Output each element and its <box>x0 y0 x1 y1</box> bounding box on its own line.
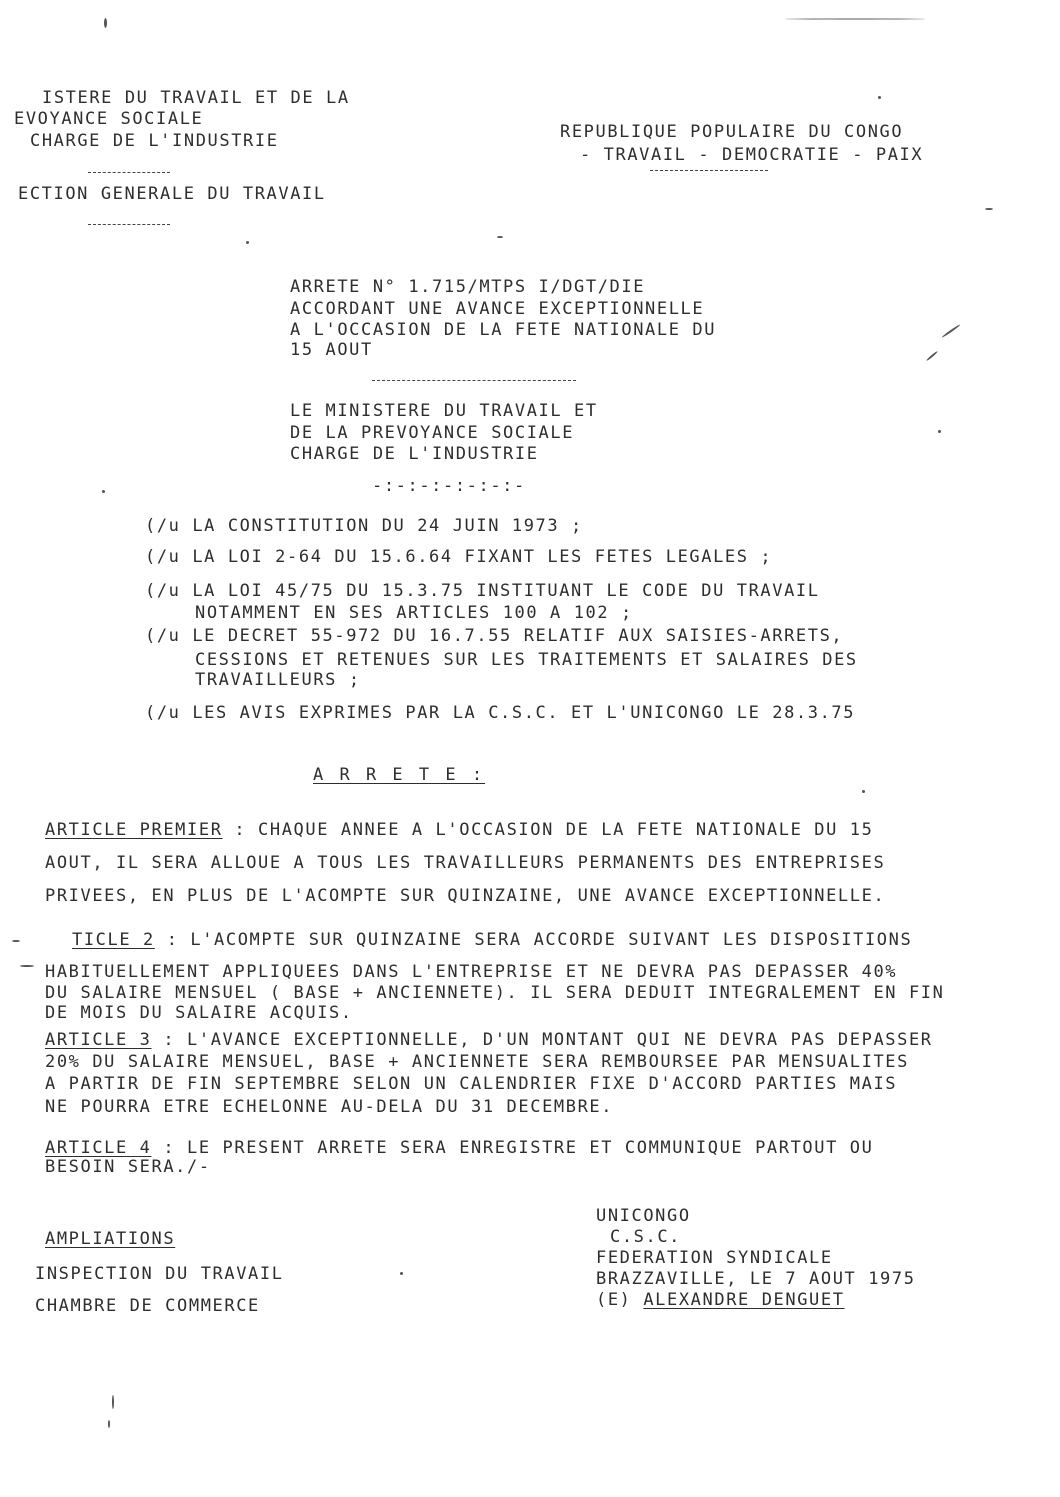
arrete-title-line-2: ACCORDANT UNE AVANCE EXCEPTIONNELLE <box>290 299 705 319</box>
article-1-line-1 <box>45 820 873 841</box>
consideration-4: (/u LE DECRET 55-972 DU 16.7.55 RELATIF AUX SAISIES-ARRETS, <box>145 626 844 646</box>
ampliation-item-1: INSPECTION DU TRAVAIL <box>35 1264 284 1284</box>
scan-speck <box>102 490 105 493</box>
scan-speck <box>12 940 20 942</box>
issuer-line-3: CHARGE DE L'INDUSTRIE <box>290 444 539 464</box>
republic-line-1: REPUBLIQUE POPULAIRE DU CONGO <box>560 122 904 142</box>
consideration-3-cont: NOTAMMENT EN SES ARTICLES 100 A 102 ; <box>195 603 633 623</box>
consideration-1: (/u LA CONSTITUTION DU 24 JUIN 1973 ; <box>145 516 583 536</box>
scan-speck <box>938 430 941 433</box>
article-1-label: ARTICLE PREMIER <box>45 820 223 840</box>
arrete-title-line-4: 15 AOUT <box>290 340 373 360</box>
article-4-line-1 <box>45 1138 873 1159</box>
article-3-line-2: 20% DU SALAIRE MENSUEL, BASE + ANCIENNETE SERA REMBOURSEE PAR MENSUALITES <box>45 1052 909 1072</box>
consideration-4-cont-2: TRAVAILLEURS ; <box>195 670 361 690</box>
article-1-text-1: : CHAQUE ANNEE A L'OCCASION DE LA FETE NATIONALE DU 15 <box>222 820 874 840</box>
issuer-separator: -:-:-:-:-:-:- <box>372 476 526 496</box>
consideration-4-cont: CESSIONS ET RETENUES SUR LES TRAITEMENTS ET SALAIRES DES <box>195 650 858 670</box>
article-2-line-1 <box>72 930 912 951</box>
article-2-line-2: HABITUELLEMENT APPLIQUEES DANS L'ENTREPRISE ET NE DEVRA PAS DEPASSER 40% <box>45 962 898 982</box>
article-3-line-4: NE POURRA ETRE ECHELONNE AU-DELA DU 31 DECEMBRE. <box>45 1097 614 1117</box>
ministry-line-2: EVOYANCE SOCIALE <box>14 109 204 129</box>
scan-speck <box>108 1420 110 1428</box>
article-3-label: ARTICLE 3 <box>45 1030 152 1050</box>
ministry-line-3: CHARGE DE L'INDUSTRIE <box>30 131 279 151</box>
scan-speck <box>985 208 993 210</box>
article-1-line-3: PRIVEES, EN PLUS DE L'ACOMPTE SUR QUINZAINE, UNE AVANCE EXCEPTIONNELLE. <box>45 886 886 906</box>
article-3-line-3: A PARTIR DE FIN SEPTEMBRE SELON UN CALENDRIER FIXE D'ACCORD PARTIES MAIS <box>45 1074 898 1094</box>
ampliations-heading: AMPLIATIONS <box>45 1229 176 1249</box>
article-2-line-3: DU SALAIRE MENSUEL ( BASE + ANCIENNETE). IL SERA DEDUIT INTEGRALEMENT EN FIN <box>45 983 945 1003</box>
issuer-line-1: LE MINISTERE DU TRAVAIL ET <box>290 401 598 421</box>
signature-place-date: BRAZZAVILLE, LE 7 AOUT 1975 <box>596 1269 916 1289</box>
scan-speck <box>400 1272 403 1275</box>
header-left-rule <box>88 172 170 173</box>
article-2-label: TICLE 2 <box>72 930 155 950</box>
signature-line <box>596 1290 845 1311</box>
direction-line: ECTION GENERALE DU TRAVAIL <box>18 184 326 204</box>
scan-speck <box>497 236 503 238</box>
ministry-line-1: ISTERE DU TRAVAIL ET DE LA <box>42 88 350 108</box>
header-right-rule <box>650 170 768 171</box>
article-4-line-2: BESOIN SERA./- <box>45 1157 211 1177</box>
arrete-heading: A R R E T E : <box>313 765 486 785</box>
signatory-name: ALEXANDRE DENGUET <box>643 1290 845 1310</box>
article-4-text-1: : LE PRESENT ARRETE SERA ENREGISTRE ET COMMUNIQUE PARTOUT OU <box>151 1138 874 1158</box>
article-1-line-2: AOUT, IL SERA ALLOUE A TOUS LES TRAVAILLEURS PERMANENTS DES ENTREPRISES <box>45 853 886 873</box>
consideration-3: (/u LA LOI 45/75 DU 15.3.75 INSTITUANT LE CODE DU TRAVAIL <box>145 581 820 601</box>
scan-speck <box>246 241 249 244</box>
arrete-title-line-3: A L'OCCASION DE LA FETE NATIONALE DU <box>290 320 717 340</box>
scan-speck <box>862 790 865 793</box>
ampliation-item-2: CHAMBRE DE COMMERCE <box>35 1296 260 1316</box>
republic-motto: - TRAVAIL - DEMOCRATIE - PAIX <box>580 145 924 165</box>
scan-speck <box>20 965 34 967</box>
scan-speck <box>785 18 925 20</box>
header-left-rule-2 <box>88 224 170 225</box>
consideration-2: (/u LA LOI 2-64 DU 15.6.64 FIXANT LES FETES LEGALES ; <box>145 547 773 567</box>
article-2-text-1: : L'ACOMPTE SUR QUINZAINE SERA ACCORDE SUIVANT LES DISPOSITIONS <box>154 930 913 950</box>
signatory-federation: FEDERATION SYNDICALE <box>596 1248 833 1268</box>
title-rule <box>372 380 576 381</box>
issuer-line-2: DE LA PREVOYANCE SOCIALE <box>290 423 575 443</box>
article-3-line-1 <box>45 1030 933 1051</box>
article-2-line-4: DE MOIS DU SALAIRE ACQUIS. <box>45 1003 353 1023</box>
scan-speck <box>112 1395 114 1409</box>
signature-prefix: (E) <box>596 1290 644 1310</box>
arrete-title-line-1: ARRETE N° 1.715/MTPS I/DGT/DIE <box>290 277 646 297</box>
scan-speck <box>104 18 107 28</box>
article-4-label: ARTICLE 4 <box>45 1138 152 1158</box>
scan-speck <box>941 324 960 338</box>
signatory-unicongo: UNICONGO <box>596 1206 691 1226</box>
scan-speck <box>878 96 881 99</box>
signatory-csc: C.S.C. <box>610 1227 682 1247</box>
article-3-text-1: : L'AVANCE EXCEPTIONNELLE, D'UN MONTANT QUI NE DEVRA PAS DEPASSER <box>151 1030 933 1050</box>
consideration-5: (/u LES AVIS EXPRIMES PAR LA C.S.C. ET L'UNICONGO LE 28.3.75 <box>145 703 856 723</box>
scan-speck <box>926 351 938 362</box>
